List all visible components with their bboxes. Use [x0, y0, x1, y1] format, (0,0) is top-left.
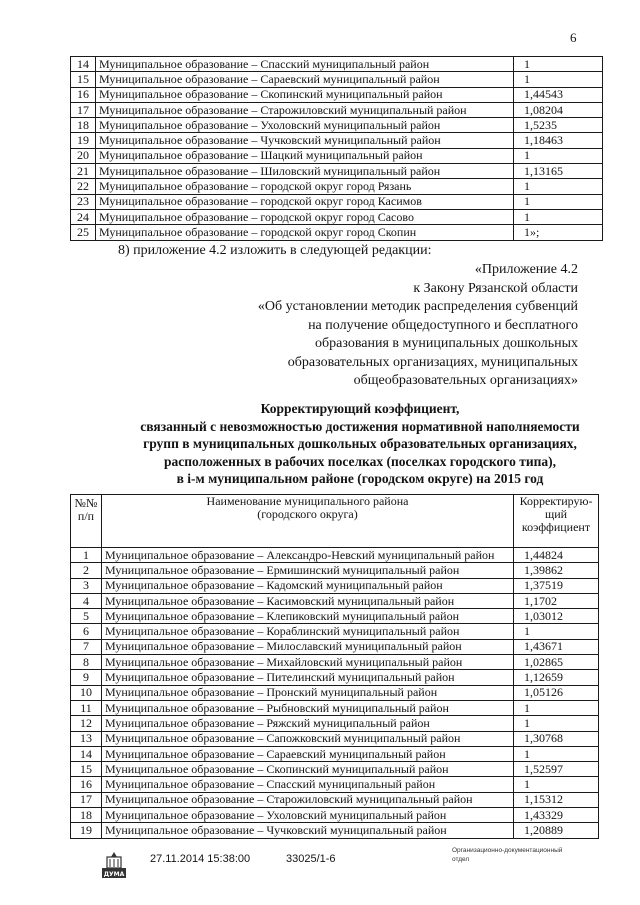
coefficient-value: 1 — [514, 624, 599, 639]
table-row — [71, 670, 599, 685]
appendix-heading — [198, 261, 578, 391]
title-line: в i-м муниципальном районе (городском округе) на 2015 год — [176, 471, 544, 486]
table-row — [71, 808, 599, 823]
table-row — [71, 746, 599, 761]
district-name: Муниципальное образование – Милославский муниципальный район — [102, 639, 514, 654]
row-number: 14 — [71, 57, 96, 72]
coefficient-value: 1 — [514, 746, 599, 761]
row-number: 21 — [71, 164, 96, 179]
coefficient-value: 1 — [514, 716, 599, 731]
district-name: Муниципальное образование – Рыбновский муниципальный район — [102, 700, 514, 715]
table-row — [71, 639, 599, 654]
table-row — [71, 624, 599, 639]
footer-department — [452, 846, 582, 864]
coefficient-value: 1 — [514, 777, 599, 792]
appendix-line: на получение общедоступного и бесплатного — [308, 317, 578, 333]
district-name: Муниципальное образование – Сараевский муниципальный район — [96, 72, 514, 87]
row-number: 5 — [71, 609, 102, 624]
coefficient-value: 1,03012 — [514, 609, 599, 624]
district-name: Муниципальное образование – Кадомский муниципальный район — [102, 578, 514, 593]
coefficient-value: 1,18463 — [514, 133, 603, 148]
district-name: Муниципальное образование – Александро-Невский муниципальный район — [102, 548, 514, 563]
coefficient-value: 1,13165 — [514, 164, 603, 179]
table-row — [71, 700, 599, 715]
coefficient-table-header — [71, 495, 599, 548]
header-number-line2: п/п — [77, 509, 95, 523]
row-number: 11 — [71, 700, 102, 715]
district-name: Муниципальное образование – Скопинский муниципальный район — [102, 762, 514, 777]
district-name: Муниципальное образование – Старожиловский муниципальный район — [102, 792, 514, 807]
row-number: 17 — [71, 102, 96, 117]
header-coef-line2: щий — [544, 507, 568, 521]
table-row — [71, 731, 599, 746]
table-row — [71, 792, 599, 807]
continuation-table — [70, 56, 603, 241]
coefficient-value: 1»; — [514, 225, 603, 240]
district-name: Муниципальное образование – Спасский муниципальный район — [96, 57, 514, 72]
table-row — [71, 685, 599, 700]
coefficient-value: 1,15312 — [514, 792, 599, 807]
coefficient-value: 1,52597 — [514, 762, 599, 777]
title-line: групп в муниципальных дошкольных образовательных организациях, — [143, 436, 577, 451]
appendix-line: образования в муниципальных дошкольных — [315, 336, 578, 351]
table-row — [71, 578, 599, 593]
row-number: 15 — [71, 762, 102, 777]
row-number: 23 — [71, 194, 96, 209]
footer-dept-line: отдел — [452, 856, 470, 863]
header-coefficient — [514, 495, 599, 548]
row-number: 15 — [71, 72, 96, 87]
coefficient-value: 1,1702 — [514, 593, 599, 608]
row-number: 4 — [71, 593, 102, 608]
row-number: 2 — [71, 563, 102, 578]
coefficient-value: 1 — [514, 194, 603, 209]
district-name: Муниципальное образование – Клепиковский муниципальный район — [102, 609, 514, 624]
table-row — [71, 716, 599, 731]
appendix-line: образовательных организациях, муниципальных — [287, 354, 578, 370]
table-row — [71, 194, 603, 209]
table-row — [71, 87, 603, 102]
header-number-line1: №№ — [74, 496, 98, 510]
table-row — [71, 209, 603, 224]
district-name: Муниципальное образование – Ухоловский муниципальный район — [96, 118, 514, 133]
district-name: Муниципальное образование – городской округ город Сасово — [96, 209, 514, 224]
district-name: Муниципальное образование – Пителинский муниципальный район — [102, 670, 514, 685]
table-row — [71, 102, 603, 117]
header-name-line2: (городского округа) — [257, 507, 358, 521]
coefficient-table — [70, 494, 599, 839]
row-number: 14 — [71, 746, 102, 761]
district-name: Муниципальное образование – Спасский муниципальный район — [102, 777, 514, 792]
row-number: 18 — [71, 118, 96, 133]
header-name-line1: Наименование муниципального района — [206, 494, 409, 508]
coefficient-value: 1 — [514, 148, 603, 163]
district-name: Муниципальное образование – Шацкий муниципальный район — [96, 148, 514, 163]
coefficient-value: 1,02865 — [514, 655, 599, 670]
table-row — [71, 118, 603, 133]
document-title — [70, 400, 640, 488]
amendment-intro: 8) приложение 4.2 изложить в следующей редакции: — [118, 243, 432, 258]
header-district-name — [102, 495, 514, 548]
row-number: 3 — [71, 578, 102, 593]
row-number: 6 — [71, 624, 102, 639]
row-number: 20 — [71, 148, 96, 163]
appendix-line: «Приложение 4.2 — [474, 262, 578, 277]
coefficient-value: 1,20889 — [514, 823, 599, 838]
table-row — [71, 164, 603, 179]
coefficient-value: 1,37519 — [514, 578, 599, 593]
duma-emblem-icon — [98, 850, 130, 880]
row-number: 19 — [71, 823, 102, 838]
coefficient-value: 1,12659 — [514, 670, 599, 685]
appendix-line: к Закону Рязанской области — [413, 280, 578, 296]
row-number: 24 — [71, 209, 96, 224]
coefficient-value: 1,44543 — [514, 87, 603, 102]
appendix-line: «Об установлении методик распределения субвенций — [257, 299, 578, 314]
district-name: Муниципальное образование – Чучковский муниципальный район — [102, 823, 514, 838]
footer-dept-line: Организационно-документационный — [452, 847, 563, 854]
coefficient-value: 1,30768 — [514, 731, 599, 746]
continuation-table-body — [71, 57, 603, 241]
coefficient-value: 1,43671 — [514, 639, 599, 654]
title-line: расположенных в рабочих поселках (поселках городского типа), — [163, 453, 557, 469]
table-row — [71, 72, 603, 87]
coefficient-value: 1,5235 — [514, 118, 603, 133]
footer-document-code: 33025/1-6 — [286, 853, 336, 865]
header-coef-line1: Корректирую- — [519, 494, 593, 508]
row-number: 13 — [71, 731, 102, 746]
district-name: Муниципальное образование – Сапожковский муниципальный район — [102, 731, 514, 746]
row-number: 18 — [71, 808, 102, 823]
district-name: Муниципальное образование – Пронский муниципальный район — [102, 685, 514, 700]
table-row — [71, 57, 603, 72]
table-row — [71, 225, 603, 240]
coefficient-value: 1,08204 — [514, 102, 603, 117]
table-row — [71, 762, 599, 777]
row-number: 22 — [71, 179, 96, 194]
page-number: 6 — [570, 30, 577, 45]
row-number: 16 — [71, 87, 96, 102]
table-row — [71, 148, 603, 163]
row-number: 1 — [71, 548, 102, 563]
district-name: Муниципальное образование – Михайловский муниципальный район — [102, 655, 514, 670]
table-row — [71, 593, 599, 608]
coefficient-value: 1 — [514, 700, 599, 715]
district-name: Муниципальное образование – Скопинский муниципальный район — [96, 87, 514, 102]
district-name: Муниципальное образование – Ухоловский муниципальный район — [102, 808, 514, 823]
header-row — [71, 495, 599, 548]
coefficient-value: 1,05126 — [514, 685, 599, 700]
table-row — [71, 548, 599, 563]
coefficient-value: 1 — [514, 72, 603, 87]
row-number: 10 — [71, 685, 102, 700]
table-row — [71, 563, 599, 578]
row-number: 19 — [71, 133, 96, 148]
row-number: 12 — [71, 716, 102, 731]
row-number: 17 — [71, 792, 102, 807]
district-name: Муниципальное образование – Кораблинский муниципальный район — [102, 624, 514, 639]
coefficient-table-body — [71, 548, 599, 839]
district-name: Муниципальное образование – Сараевский муниципальный район — [102, 746, 514, 761]
district-name: Муниципальное образование – Старожиловский муниципальный район — [96, 102, 514, 117]
table-row — [71, 609, 599, 624]
row-number: 9 — [71, 670, 102, 685]
row-number: 8 — [71, 655, 102, 670]
district-name: Муниципальное образование – Ермишинский муниципальный район — [102, 563, 514, 578]
district-name: Муниципальное образование – Ряжский муниципальный район — [102, 716, 514, 731]
district-name: Муниципальное образование – Шиловский муниципальный район — [96, 164, 514, 179]
title-line: Корректирующий коэффициент, — [260, 401, 460, 416]
district-name: Муниципальное образование – городской округ город Рязань — [96, 179, 514, 194]
table-row — [71, 777, 599, 792]
header-number — [71, 495, 102, 548]
district-name: Муниципальное образование – Чучковский муниципальный район — [96, 133, 514, 148]
table-row — [71, 179, 603, 194]
table-row — [71, 655, 599, 670]
coefficient-value: 1,39862 — [514, 563, 599, 578]
district-name: Муниципальное образование – Касимовский муниципальный район — [102, 593, 514, 608]
coefficient-value: 1,43329 — [514, 808, 599, 823]
coefficient-value: 1 — [514, 209, 603, 224]
footer-timestamp: 27.11.2014 15:38:00 — [150, 853, 251, 865]
table-row — [71, 133, 603, 148]
title-line: связанный с невозможностью достижения нормативной наполняемости — [140, 418, 580, 434]
emblem-text: ДУМА — [103, 871, 125, 878]
row-number: 25 — [71, 225, 96, 240]
appendix-line: общеобразовательных организациях» — [353, 373, 578, 388]
header-coef-line3: коэффициент — [521, 520, 591, 534]
row-number: 16 — [71, 777, 102, 792]
row-number: 7 — [71, 639, 102, 654]
district-name: Муниципальное образование – городской округ город Касимов — [96, 194, 514, 209]
district-name: Муниципальное образование – городской округ город Скопин — [96, 225, 514, 240]
table-row — [71, 823, 599, 838]
coefficient-value: 1,44824 — [514, 548, 599, 563]
coefficient-value: 1 — [514, 179, 603, 194]
coefficient-value: 1 — [514, 57, 603, 72]
